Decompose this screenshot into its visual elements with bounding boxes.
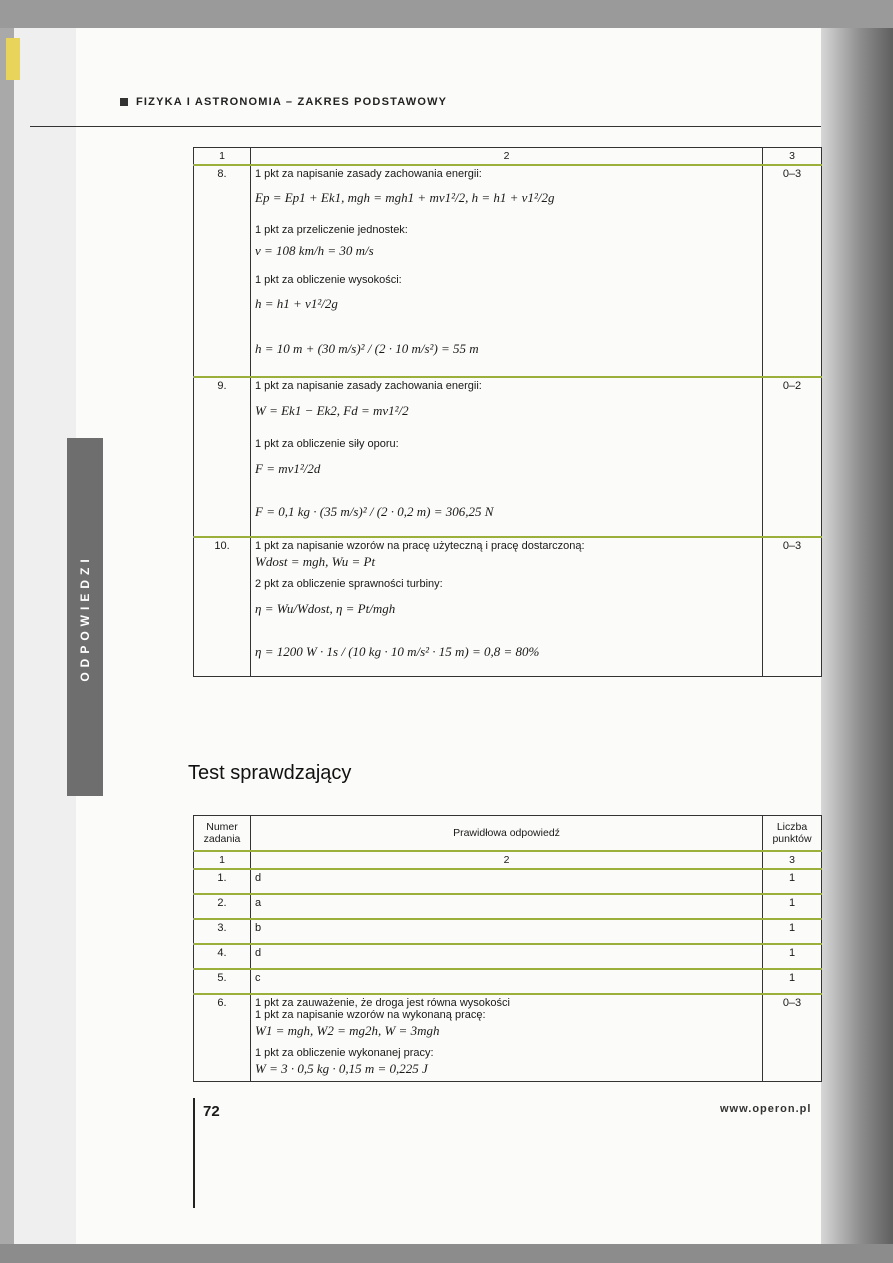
answer-cell: d: [251, 869, 763, 894]
header-cell: 1: [194, 851, 251, 869]
table-row: [194, 869, 822, 894]
task-number: 5.: [194, 969, 251, 994]
solution-line: 1 pkt za napisanie zasady zachowania energii:: [255, 168, 482, 180]
formula: h = 10 m + (30 m/s)² / (2 · 10 m/s²) = 55 m: [255, 341, 479, 356]
solution-line: 1 pkt za napisanie wzorów na wykonaną pracę:: [255, 1009, 486, 1021]
formula: Ep = Ep1 + Ek1, mgh = mgh1 + mv1²/2, h = h1 + v1²/2g: [255, 190, 555, 205]
page-number: 72: [203, 1103, 220, 1120]
scan-border-bottom: [0, 1244, 893, 1263]
solution-cell: [251, 537, 763, 677]
solution-line: 1 pkt za obliczenie wykonanej pracy:: [255, 1047, 434, 1059]
solution-line: 1 pkt za przeliczenie jednostek:: [255, 224, 408, 236]
section-title: Test sprawdzający: [188, 762, 352, 784]
header-cell: 1: [194, 148, 251, 166]
points-cell: 1: [763, 969, 822, 994]
formula: W1 = mgh, W2 = mg2h, W = 3mgh: [255, 1023, 440, 1038]
scan-border-top: [0, 0, 893, 28]
table-row: [194, 377, 822, 537]
task-number: 3.: [194, 919, 251, 944]
side-tab: [67, 438, 103, 796]
solution-cell: [251, 377, 763, 537]
table-row: [194, 537, 822, 677]
formula: Wdost = mgh, Wu = Pt: [255, 554, 376, 569]
formula: v = 108 km/h = 30 m/s: [255, 243, 374, 258]
solution-line: 1 pkt za napisanie zasady zachowania energii:: [255, 380, 482, 392]
answer-cell: c: [251, 969, 763, 994]
header-rule: [30, 126, 821, 127]
task-number: 10.: [194, 537, 251, 677]
header-square-icon: [120, 98, 128, 106]
points-cell: 0–3: [763, 537, 822, 677]
header-title: FIZYKA I ASTRONOMIA – ZAKRES PODSTAWOWY: [136, 96, 448, 108]
table-header-row: [194, 148, 822, 166]
formula: η = Wu/Wdost, η = Pt/mgh: [255, 601, 396, 616]
running-header: [120, 96, 447, 108]
bookmark-tab: [6, 38, 20, 80]
page-shadow: [821, 28, 893, 1244]
header-cell: 2: [251, 851, 763, 869]
footer-rule: [193, 1098, 195, 1208]
side-tab-label: ODPOWIEDZI: [78, 554, 92, 682]
task-number: 4.: [194, 944, 251, 969]
header-cell: Numer zadania: [194, 816, 251, 852]
solution-line: 1 pkt za obliczenie siły oporu:: [255, 438, 399, 450]
task-number: 1.: [194, 869, 251, 894]
task-number: 2.: [194, 894, 251, 919]
task-number: 6.: [194, 994, 251, 1082]
task-number: 9.: [194, 377, 251, 537]
formula: h = h1 + v1²/2g: [255, 296, 338, 311]
table-row: [194, 994, 822, 1082]
points-cell: 0–3: [763, 165, 822, 377]
table-row: [194, 165, 822, 377]
answer-cell: d: [251, 944, 763, 969]
test-answer-table: [193, 815, 822, 1082]
table-row: [194, 969, 822, 994]
solution-line: 1 pkt za zauważenie, że droga jest równa wysokości: [255, 997, 510, 1009]
formula: F = 0,1 kg · (35 m/s)² / (2 · 0,2 m) = 306,25 N: [255, 504, 494, 519]
table-subheader-row: [194, 851, 822, 869]
answer-key-table: [193, 147, 822, 677]
solution-cell: [251, 165, 763, 377]
solution-line: 1 pkt za napisanie wzorów na pracę użyteczną i pracę dostarczoną:: [255, 540, 585, 552]
header-cell: Prawidłowa odpowiedź: [251, 816, 763, 852]
answer-cell: b: [251, 919, 763, 944]
table-row: [194, 894, 822, 919]
header-cell: 3: [763, 148, 822, 166]
book-spine: [0, 28, 14, 1244]
task-number: 8.: [194, 165, 251, 377]
solution-line: 2 pkt za obliczenie sprawności turbiny:: [255, 578, 443, 590]
publisher-website: www.operon.pl: [720, 1103, 812, 1115]
table-row: [194, 944, 822, 969]
formula: η = 1200 W · 1s / (10 kg · 10 m/s² · 15 m) = 0,8 = 80%: [255, 644, 540, 659]
formula: W = 3 · 0,5 kg · 0,15 m = 0,225 J: [255, 1061, 428, 1076]
solution-line: 1 pkt za obliczenie wysokości:: [255, 274, 402, 286]
header-cell: Liczba punktów: [763, 816, 822, 852]
header-cell: 3: [763, 851, 822, 869]
points-cell: 0–2: [763, 377, 822, 537]
points-cell: 1: [763, 869, 822, 894]
formula: W = Ek1 − Ek2, Fd = mv1²/2: [255, 403, 409, 418]
points-cell: 1: [763, 894, 822, 919]
points-cell: 1: [763, 944, 822, 969]
formula: F = mv1²/2d: [255, 461, 321, 476]
table-row: [194, 919, 822, 944]
points-cell: 0–3: [763, 994, 822, 1082]
header-cell: 2: [251, 148, 763, 166]
table-header-row: [194, 816, 822, 852]
answer-cell: a: [251, 894, 763, 919]
points-cell: 1: [763, 919, 822, 944]
solution-cell: [251, 994, 763, 1082]
